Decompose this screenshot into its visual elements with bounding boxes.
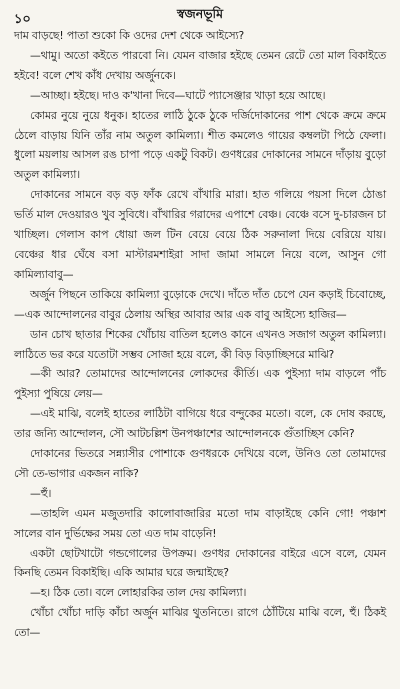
paragraph: ডান চোখ ছাতার শিকের খোঁচায় বাতিল হলেও কানে এখনও সজাগ অতুল কামিল্যা। লাঠিতে ভর করে যতোটা সম্ভব সোজা হয়ে বলে, কী বিড় বিড়াচ্ছিসরে মাঝি? xyxy=(14,327,386,361)
paragraph: দাম বাড়ছে! পাতা শুকো কি ওদের দেশ থেকে আইস্যে? xyxy=(14,29,245,42)
paragraph: খোঁচা খোঁচা দাড়ি কাঁচা অর্জুন মাঝির থুতনিতে। রাগে ঠোঁটিয়ে মাঝি বলে, হুঁ। ঠিকই তো— xyxy=(14,606,386,640)
paragraph: —হুঁ। xyxy=(30,486,52,500)
paragraph: —এই মাঝি, বলেই হাতের লাঠিটা বাগিয়ে ধরে বন্দুকের মতো। বলে, কে দোষ করছে, তার জন্যি আন্দোলন, সৌ আটচল্লিশ উনপঞ্চাশের আন্দোলনকে গুঁতাচ্ছিস কেনি? xyxy=(14,407,386,441)
paragraph: অর্জুন পিছনে তাকিয়ে কামিল্যা বুড়োকে দেখে। দাঁতে দাঁত চেপে যেন কড়াই চিবোচ্ছে,—এক আন্দোলনের বাবুর ঠেলায় অস্থির আবার আর এক বাবু আইস্যে হাজির— xyxy=(14,287,386,321)
paragraph: কোমর নুয়ে নুয়ে ধনুক। হাতের লাঠি ঠুকে ঠুকে দর্জিদোকানের পাশ থেকে ক্রমে ক্রমে ঠেলে বাড়ায় যিনি তাঁর নাম অতুল কামিল্যা। শীত কমলেও গায়ের কম্বলটা পিঠে ফেলা। ধুলো ময়লায় আসল রঙ চাপা পড়ে একটু বিকট। গুণধরের দোকানের সামনে দাঁড়ায় বুড়ো অতুল কামিল্যা। xyxy=(14,108,387,182)
paragraph: —থামু। অতো কইতে পারবো নি। যেমন বাজার হইছে তেমন রেটে তো মাল বিকাইতে হইবে! বলে শেখ কাঁধ দেখায় অর্জুনকে। xyxy=(14,48,386,82)
body-text xyxy=(14,26,386,643)
page-number: ১০ xyxy=(14,12,31,27)
paragraph: —তাহলি এমন মজুতদারি কালোবাজারির মতো দাম বাড়াইছে কেনি গো! পঞ্চাশ সালের বান দুর্ভিক্ষের সময় তো এত দাম বাড়েনি! xyxy=(14,506,386,540)
paragraph: দোকানের ভিতরে সন্ন্যাসীর পোশাকে গুণধরকে দেখিয়ে বলে, উনিও তো তোমাদের সৌ তে-ভাগার একজন নাকি? xyxy=(14,447,386,480)
paragraph: একটা ছোটখাটো গন্ডগোলের উপক্রম। গুণধর দোকানের বাইরে এসে বলে, যেমন কিনছি তেমন বিকাইছি। একি আমার ঘরে জন্মাইছে? xyxy=(14,546,386,580)
running-title: স্বজনভূমি xyxy=(176,6,224,21)
paragraph: —হ। ঠিক তো। বলে লোহারকির তাল দেয় কামিল্যা। xyxy=(30,586,247,600)
paragraph: —কী আর? তোমাদের আন্দোলনের লোকদের কীর্তি। এক পুইস্যা দাম বাড়লে পাঁচ পুইস্যা পুষিয়ে লেয়— xyxy=(14,367,386,401)
page-header xyxy=(14,4,386,26)
paragraph: —আচ্ছা। হইছে। দাও ক'খানা দিবে—ঘাটে প্যাসেঞ্জার খাড়া হয়ে আছে। xyxy=(30,88,326,102)
paragraph: দোকানের সামনে বড় বড় ফাঁক রেখে বাঁখারি মারা। হাত গলিয়ে পয়সা দিলে ঠোঙা ভর্তি মাল দেওয়ারও খুব সুবিধে। বাঁখারির গরাদের এপাশে বেঞ্চ। বেঞ্চে বসে দু-চারজন চা খাচ্ছিল। গেলাস কাপ ধোয়া জল টিন বেয়ে বেয়ে ঠিক সরুনালা দিয়ে বেরিয়ে যায়। বেঞ্চের ধার ঘেঁষে বসা মাস্টারমশাইরা সাদা জামা সামলে নিয়ে বলে, আসুন গো কামিল্যাবাবু— xyxy=(14,188,386,281)
